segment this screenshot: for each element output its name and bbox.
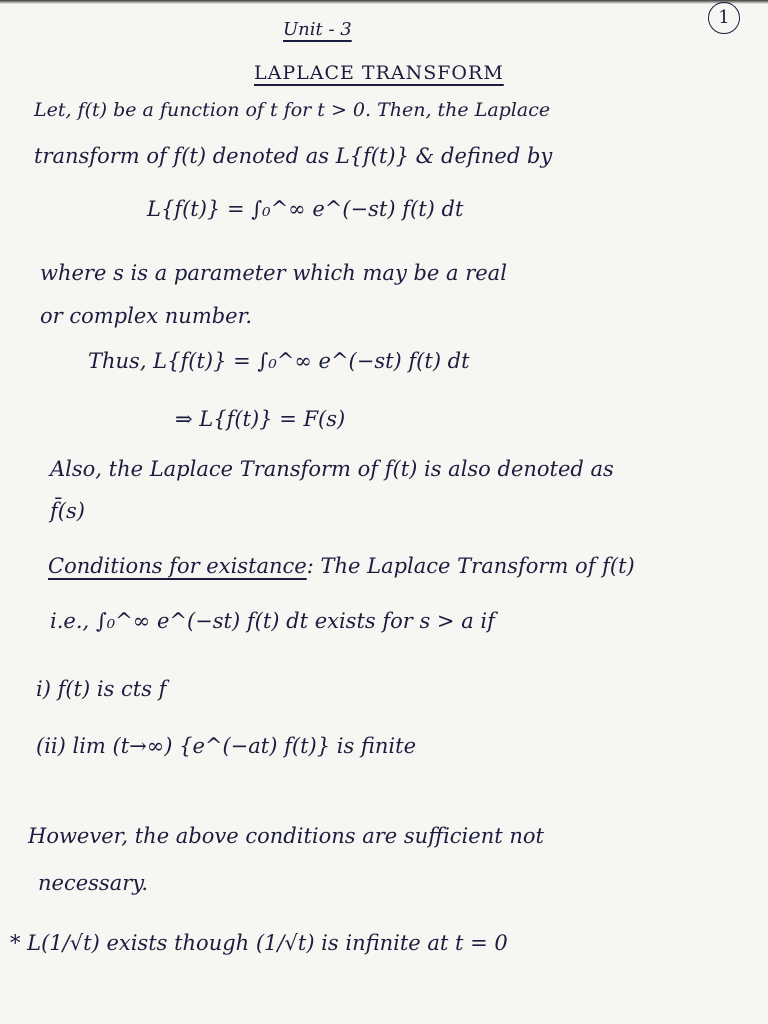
intro-line-1: Let, f(t) be a function of t for t > 0. Then, the Laplace — [34, 99, 551, 121]
implies-formula: ⇒ L{f(t)} = F(s) — [175, 407, 346, 431]
unit-heading: Unit - 3 — [283, 19, 352, 40]
however-line-2: necessary. — [38, 871, 149, 895]
conditions-line — [48, 555, 635, 578]
page-top-edge — [0, 0, 768, 4]
however-line-1: However, the above conditions are sufficient not — [28, 824, 544, 848]
conditions-text: : The Laplace Transform of f(t) — [306, 554, 635, 578]
conditions-heading: Conditions for existance — [48, 554, 307, 578]
thus-formula: Thus, L{f(t)} = ∫₀^∞ e^(−st) f(t) dt — [88, 349, 470, 373]
where-line-2: or complex number. — [40, 304, 253, 328]
page-number: 1 — [708, 2, 740, 34]
ie-formula: i.e., ∫₀^∞ e^(−st) f(t) dt exists for s > a if — [50, 609, 495, 633]
also-line-2: f̄(s) — [50, 499, 85, 523]
condition-2: (ii) lim (t→∞) {e^(−at) f(t)} is finite — [36, 734, 417, 758]
note-line: * L(1/√t) exists though (1/√t) is infinite at t = 0 — [10, 931, 508, 955]
where-line-1: where s is a parameter which may be a real — [40, 261, 507, 285]
condition-1: i) f(t) is cts f — [36, 677, 167, 701]
intro-line-2: transform of f(t) denoted as L{f(t)} & defined by — [34, 144, 553, 168]
definition-formula: L{f(t)} = ∫₀^∞ e^(−st) f(t) dt — [147, 197, 464, 221]
page-title: LAPLACE TRANSFORM — [254, 62, 504, 84]
also-line-1: Also, the Laplace Transform of f(t) is also denoted as — [50, 457, 614, 481]
